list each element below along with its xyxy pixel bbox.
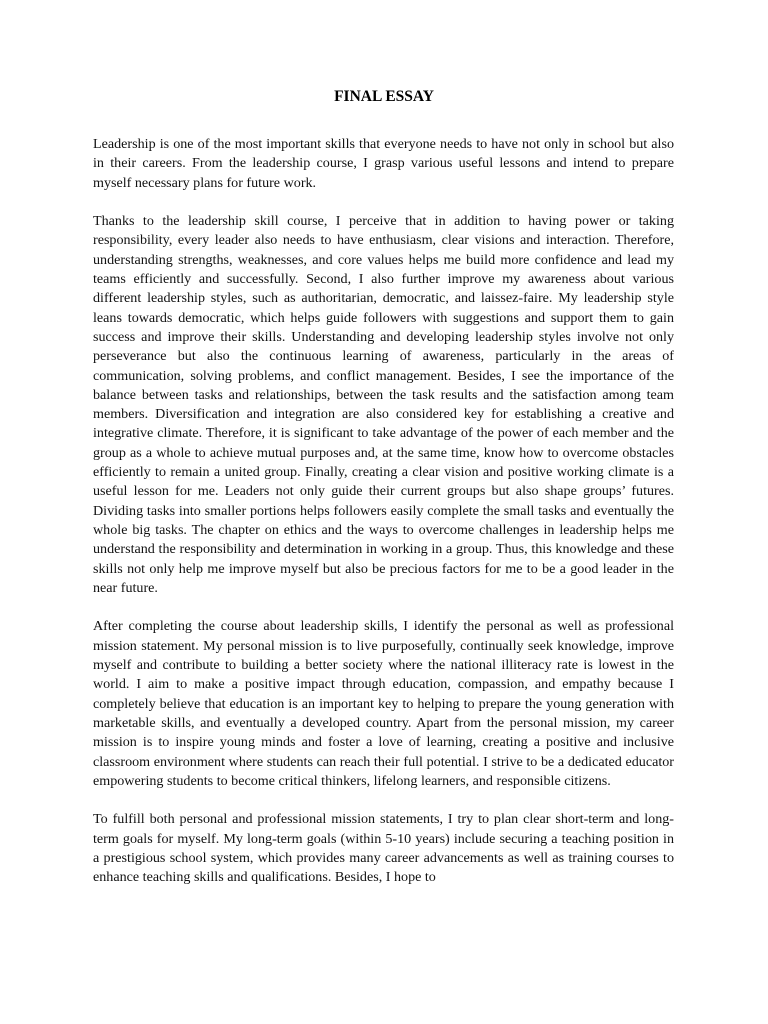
- paragraph-introduction: Leadership is one of the most important skills that everyone needs to have not only in school but also in their careers. From the leadership course, I grasp various useful lessons and intend to prepare myself necessary plans for future work.: [93, 136, 674, 191]
- essay-body: [93, 135, 674, 888]
- paragraph-goals: To fulfill both personal and professional mission statements, I try to plan clear short-term and long-term goals for myself. My long-term goals (within 5-10 years) include securing a teaching position in a prestigious school system, which provides many career advancements as well as training courses to enhance teaching skills and qualifications. Besides, I hope to: [93, 811, 674, 886]
- page-title: FINAL ESSAY: [334, 88, 434, 105]
- paragraph-mission-statement: After completing the course about leadership skills, I identify the personal as well as professional mission statement. My personal mission is to live purposefully, continually seek knowledge, improve myself and contribute to building a better society where the national illiteracy rate is lowest in the world. I aim to make a positive impact through education, compassion, and empathy because I completely believe that education is an important key to helping to prepare the young generation with marketable skills, and eventually a developed country. Apart from the personal mission, my career mission is to inspire young minds and foster a love of learning, creating a positive and inclusive classroom environment where students can reach their full potential. I strive to be a dedicated educator empowering students to become critical thinkers, lifelong learners, and responsible citizens.: [93, 618, 674, 789]
- paragraph-leadership-lessons: Thanks to the leadership skill course, I perceive that in addition to having power or taking responsibility, every leader also needs to have enthusiasm, clear visions and interaction. Therefore, understanding strengths, weaknesses, and core values helps me build more confidence and lead my teams efficiently and successfully. Second, I also further improve my awareness about various different leadership styles, such as authoritarian, democratic, and laissez-faire. My leadership style leans towards democratic, which helps guide followers with suggestions and support them to gain success and improve their skills. Understanding and developing leadership styles involve not only perseverance but also the continuous learning of awareness, particularly in the areas of communication, solving problems, and conflict management. Besides, I see the importance of the balance between tasks and relationships, between the task results and the satisfaction among team members. Diversification and integration are also considered key for establishing a creative and integrative climate. Therefore, it is significant to take advantage of the power of each member and the group as a whole to achieve mutual purposes and, at the same time, know how to overcome obstacles efficiently to remain a united group. Finally, creating a clear vision and positive working climate is a useful lesson for me. Leaders not only guide their current groups but also shape groups’ futures. Dividing tasks into smaller portions helps followers easily complete the small tasks and eventually the whole big tasks. The chapter on ethics and the ways to overcome challenges in leadership helps me understand the responsibility and determination in working in a group. Thus, this knowledge and these skills not only help me improve myself but also be precious factors for me to be a good leader in the near future.: [93, 213, 674, 596]
